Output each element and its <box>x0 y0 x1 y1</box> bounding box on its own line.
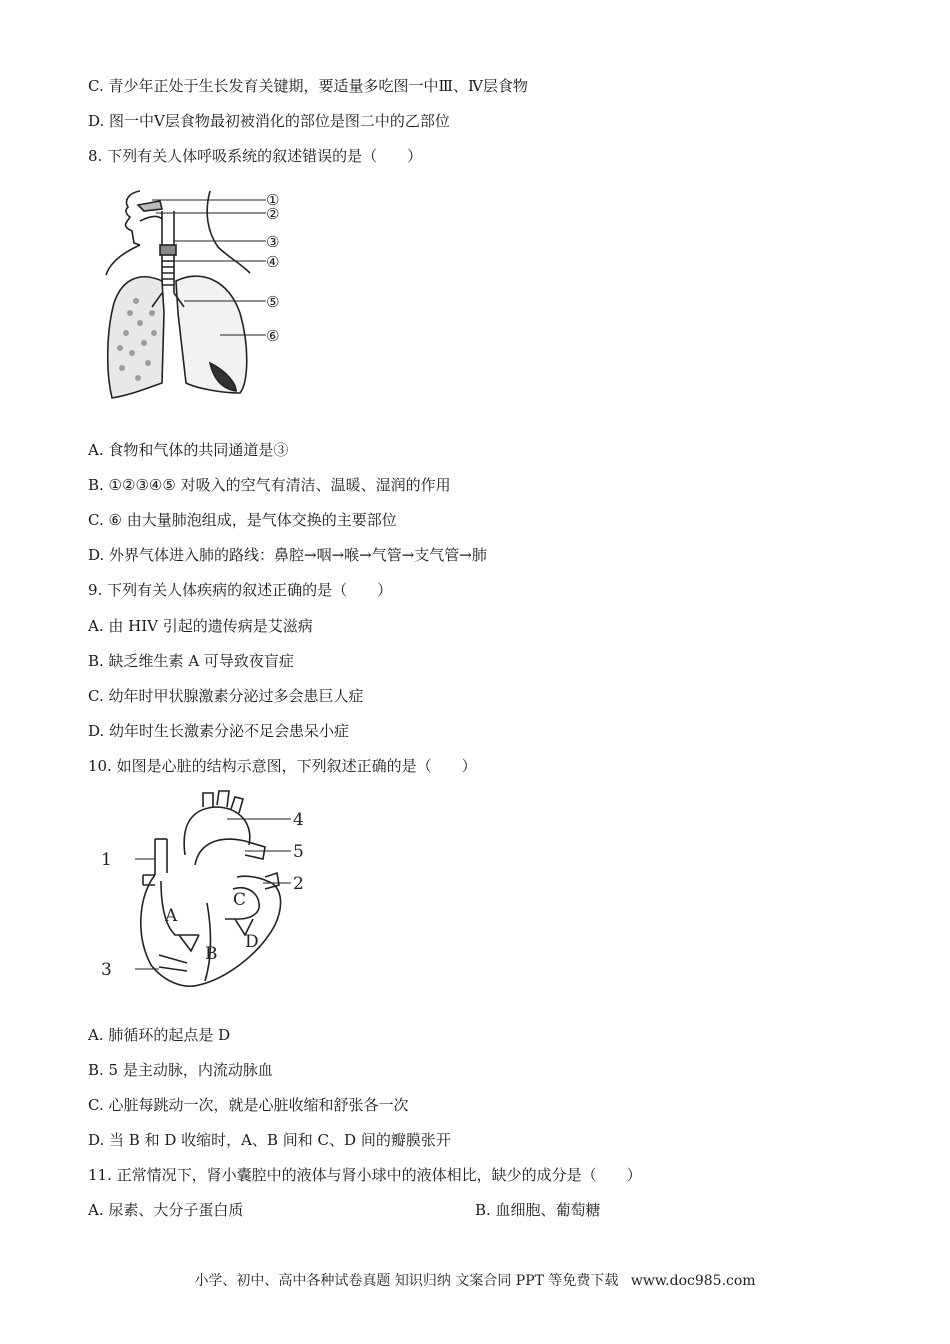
q8-option-b: B. ①②③④⑤ 对吸入的空气有清洁、温暖、湿润的作用 <box>88 476 451 494</box>
respiratory-system-figure <box>100 183 290 408</box>
q8-option-c: C. ⑥ 由大量肺泡组成，是气体交换的主要部位 <box>88 511 397 529</box>
lung-label-6: ⑥ <box>266 327 280 345</box>
q10-option-a: A. 肺循环的起点是 D <box>88 1026 231 1044</box>
q8-question: 8. 下列有关人体呼吸系统的叙述错误的是（ ） <box>88 147 423 165</box>
q7-option-d: D. 图一中Ⅴ层食物最初被消化的部位是图二中的乙部位 <box>88 112 450 130</box>
q11-option-b: B. 血细胞、葡萄糖 <box>475 1201 601 1219</box>
q8-option-a: A. 食物和气体的共同通道是③ <box>88 441 289 459</box>
q10-option-c: C. 心脏每跳动一次，就是心脏收缩和舒张各一次 <box>88 1096 409 1114</box>
lung-label-2: ② <box>266 205 280 223</box>
q9-option-c: C. 幼年时甲状腺激素分泌过多会患巨人症 <box>88 687 364 705</box>
heart-chamber-d: D <box>245 932 259 952</box>
heart-label-2: 2 <box>293 874 304 894</box>
q11-question: 11. 正常情况下，肾小囊腔中的液体与肾小球中的液体相比，缺少的成分是（ ） <box>88 1166 642 1184</box>
heart-chamber-b: B <box>205 944 218 964</box>
q7-option-c: C. 青少年正处于生长发育关键期，要适量多吃图一中Ⅲ、Ⅳ层食物 <box>88 77 528 95</box>
page-footer <box>0 1270 950 1290</box>
q10-option-d: D. 当 B 和 D 收缩时，A、B 间和 C、D 间的瓣膜张开 <box>88 1131 451 1149</box>
q9-question: 9. 下列有关人体疾病的叙述正确的是（ ） <box>88 581 393 599</box>
heart-structure-figure <box>95 785 320 995</box>
heart-label-1: 1 <box>101 850 112 870</box>
footer-link[interactable]: www.doc985.com <box>630 1273 756 1289</box>
lung-label-5: ⑤ <box>266 293 280 311</box>
footer-text: 小学、初中、高中各种试卷真题 知识归纳 文案合同 PPT 等免费下载 <box>194 1273 619 1289</box>
heart-chamber-c: C <box>233 890 247 910</box>
q10-question: 10. 如图是心脏的结构示意图，下列叙述正确的是（ ） <box>88 757 477 775</box>
q9-option-d: D. 幼年时生长激素分泌不足会患呆小症 <box>88 722 350 740</box>
lung-label-1: ① <box>266 191 280 209</box>
q11-option-a: A. 尿素、大分子蛋白质 <box>88 1201 244 1219</box>
lung-label-3: ③ <box>266 233 280 251</box>
heart-label-5: 5 <box>293 842 304 862</box>
heart-chamber-a: A <box>165 906 178 926</box>
heart-label-3: 3 <box>101 960 112 980</box>
q9-option-b: B. 缺乏维生素 A 可导致夜盲症 <box>88 652 294 670</box>
heart-label-4: 4 <box>293 810 304 830</box>
q9-option-a: A. 由 HIV 引起的遗传病是艾滋病 <box>88 617 313 635</box>
q10-option-b: B. 5 是主动脉，内流动脉血 <box>88 1061 273 1079</box>
q8-option-d: D. 外界气体进入肺的路线：鼻腔→咽→喉→气管→支气管→肺 <box>88 546 487 564</box>
lung-label-4: ④ <box>266 253 280 271</box>
